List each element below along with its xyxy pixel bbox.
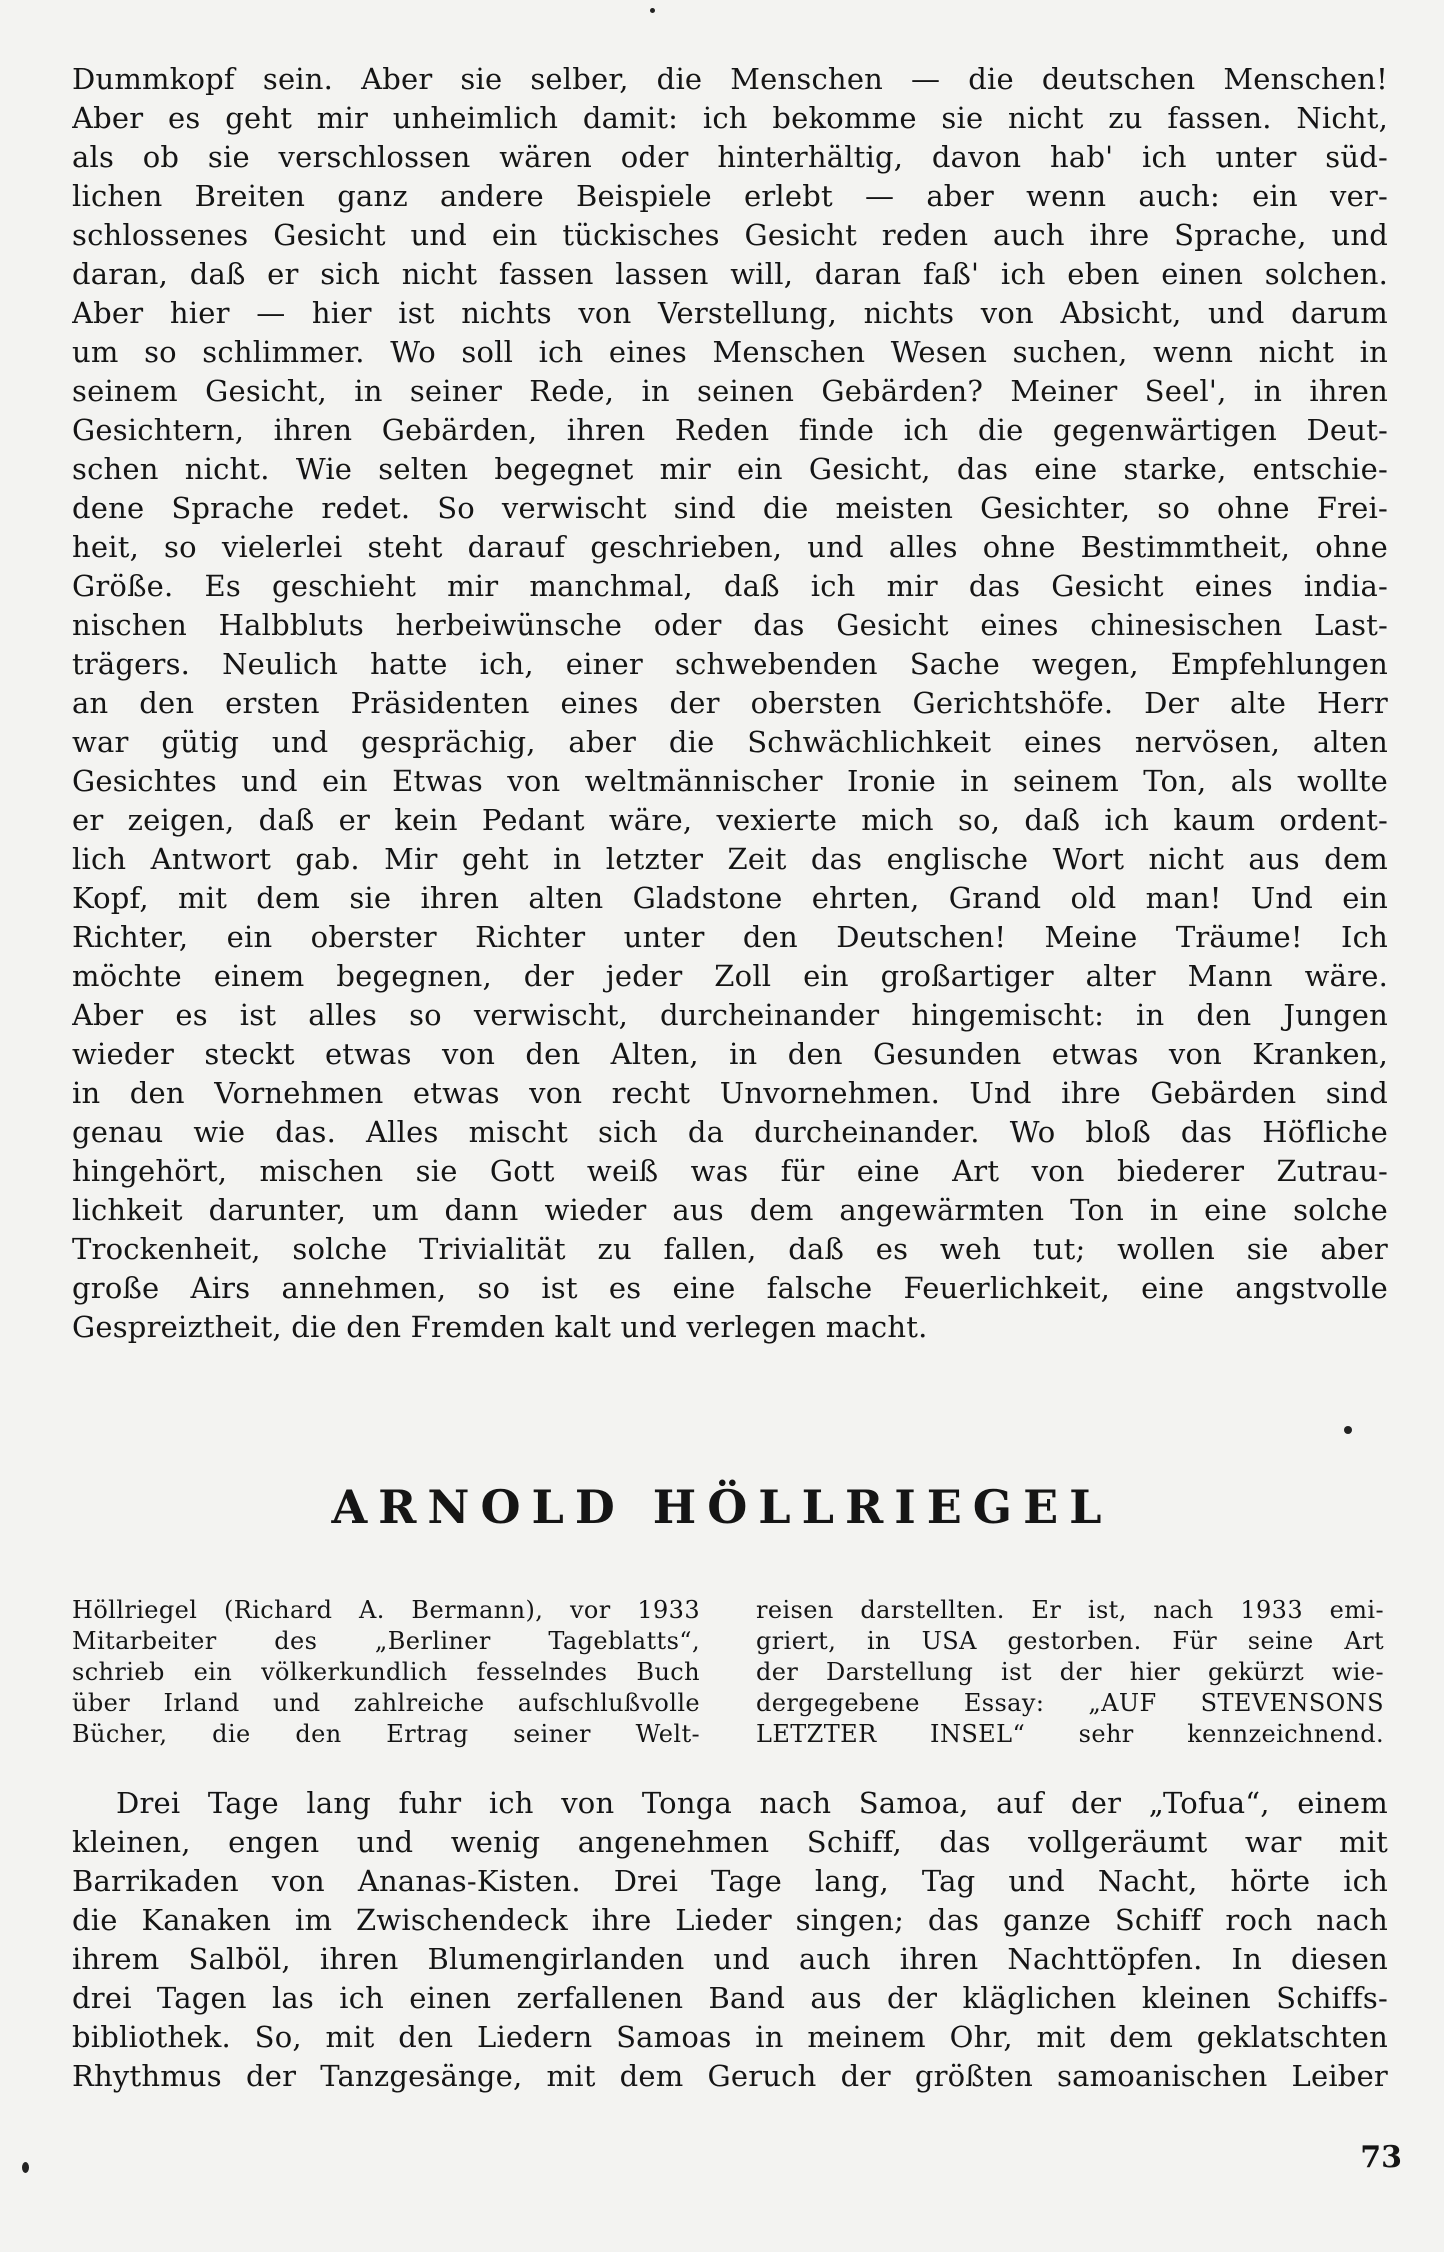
text-line: Aber es geht mir unheimlich damit: ich bekomme sie nicht zu fassen. Nicht, — [72, 101, 1388, 135]
text-line: lichkeit darunter, um dann wieder aus dem angewärmten Ton in eine solche — [72, 1193, 1388, 1227]
text-line: Barrikaden von Ananas-Kisten. Drei Tage lang, Tag und Nacht, hörte ich — [72, 1864, 1388, 1898]
text-line: möchte einem begegnen, der jeder Zoll ein großartiger alter Mann wäre. — [72, 959, 1388, 993]
text-line: schlossenes Gesicht und ein tückisches Gesicht reden auch ihre Sprache, und — [72, 218, 1388, 252]
text-line: war gütig und gesprächig, aber die Schwächlichkeit eines nervösen, alten — [72, 725, 1388, 759]
text-line: große Airs annehmen, so ist es eine falsche Feuerlichkeit, eine angstvolle — [72, 1271, 1388, 1305]
text-line: Gesichtern, ihren Gebärden, ihren Reden finde ich die gegenwärtigen Deut- — [72, 413, 1388, 447]
text-line: Größe. Es geschieht mir manchmal, daß ich mir das Gesicht eines india- — [72, 569, 1388, 603]
print-speck — [1344, 1426, 1352, 1434]
text-line: Richter, ein oberster Richter unter den Deutschen! Meine Träume! Ich — [72, 920, 1388, 954]
text-line: griert, in USA gestorben. Für seine Art — [756, 1627, 1384, 1655]
text-line: drei Tagen las ich einen zerfallenen Band aus der kläglichen kleinen Schiffs- — [72, 1981, 1388, 2015]
text-line: Aber hier — hier ist nichts von Verstellung, nichts von Absicht, und darum — [72, 296, 1388, 330]
text-line: als ob sie verschlossen wären oder hinterhältig, davon hab' ich unter süd- — [72, 140, 1388, 174]
text-line: in den Vornehmen etwas von recht Unvornehmen. Und ihre Gebärden sind — [72, 1076, 1388, 1110]
text-line: dene Sprache redet. So verwischt sind die meisten Gesichter, so ohne Frei- — [72, 491, 1388, 525]
text-line: lich Antwort gab. Mir geht in letzter Zeit das englische Wort nicht aus dem — [72, 842, 1388, 876]
text-line: Trockenheit, solche Trivialität zu fallen, daß es weh tut; wollen sie aber — [72, 1232, 1388, 1266]
print-speck — [22, 2162, 29, 2173]
text-line: trägers. Neulich hatte ich, einer schwebenden Sache wegen, Empfehlungen — [72, 647, 1388, 681]
text-line: um so schlimmer. Wo soll ich eines Menschen Wesen suchen, wenn nicht in — [72, 335, 1388, 369]
text-line: Mitarbeiter des „Berliner Tageblatts“, — [72, 1627, 700, 1655]
text-line: LETZTER INSEL“ sehr kennzeichnend. — [756, 1720, 1384, 1748]
text-line: Aber es ist alles so verwischt, durcheinander hingemischt: in den Jungen — [72, 998, 1388, 1032]
text-line: daran, daß er sich nicht fassen lassen will, daran faß' ich eben einen solchen. — [72, 257, 1388, 291]
text-line: Höllriegel (Richard A. Bermann), vor 1933 — [72, 1596, 700, 1624]
text-line: genau wie das. Alles mischt sich da durcheinander. Wo bloß das Höfliche — [72, 1115, 1388, 1149]
text-line: Gespreiztheit, die den Fremden kalt und verlegen macht. — [72, 1310, 928, 1344]
text-line: schrieb ein völkerkundlich fesselndes Buch — [72, 1658, 700, 1686]
text-line: Dummkopf sein. Aber sie selber, die Menschen — die deutschen Menschen! — [72, 62, 1388, 96]
text-line: reisen darstellten. Er ist, nach 1933 emi- — [756, 1596, 1384, 1624]
text-line: ihrem Salböl, ihren Blumengirlanden und auch ihren Nachttöpfen. In diesen — [72, 1942, 1388, 1976]
text-line: er zeigen, daß er kein Pedant wäre, vexierte mich so, daß ich kaum ordent- — [72, 803, 1388, 837]
text-line: Kopf, mit dem sie ihren alten Gladstone ehrten, Grand old man! Und ein — [72, 881, 1388, 915]
text-line: schen nicht. Wie selten begegnet mir ein Gesicht, das eine starke, entschie- — [72, 452, 1388, 486]
text-line: lichen Breiten ganz andere Beispiele erlebt — aber wenn auch: ein ver- — [72, 179, 1388, 213]
text-line: Drei Tage lang fuhr ich von Tonga nach Samoa, auf der „Tofua“, einem — [116, 1786, 1388, 1820]
text-line: seinem Gesicht, in seiner Rede, in seinen Gebärden? Meiner Seel', in ihren — [72, 374, 1388, 408]
author-bio-left-column — [72, 1595, 700, 1750]
text-line: Gesichtes und ein Etwas von weltmännischer Ironie in seinem Ton, als wollte — [72, 764, 1388, 798]
text-line: heit, so vielerlei steht darauf geschrieben, und alles ohne Bestimmtheit, ohne — [72, 530, 1388, 564]
page-number: 73 — [1360, 2140, 1402, 2175]
author-bio-right-column — [756, 1595, 1384, 1750]
author-heading: ARNOLD HÖLLRIEGEL — [331, 1480, 1113, 1534]
paragraph-essay-opening — [72, 1784, 1388, 2096]
text-line: die Kanaken im Zwischendeck ihre Lieder singen; das ganze Schiff roch nach — [72, 1903, 1388, 1937]
text-line: wieder steckt etwas von den Alten, in den Gesunden etwas von Kranken, — [72, 1037, 1388, 1071]
text-line: über Irland und zahlreiche aufschlußvolle — [72, 1689, 700, 1717]
text-line: hingehört, mischen sie Gott weiß was für eine Art von biederer Zutrau- — [72, 1154, 1388, 1188]
text-line: Bücher, die den Ertrag seiner Welt- — [72, 1720, 700, 1748]
text-line: an den ersten Präsidenten eines der obersten Gerichtshöfe. Der alte Herr — [72, 686, 1388, 720]
paragraph-essay-continuation — [72, 60, 1388, 1347]
text-line: Rhythmus der Tanzgesänge, mit dem Geruch der größten samoanischen Leiber — [72, 2059, 1388, 2093]
print-speck — [650, 8, 655, 13]
text-line: dergegebene Essay: „AUF STEVENSONS — [756, 1689, 1384, 1717]
text-line: bibliothek. So, mit den Liedern Samoas in meinem Ohr, mit dem geklatschten — [72, 2020, 1388, 2054]
text-line: nischen Halbbluts herbeiwünsche oder das Gesicht eines chinesischen Last- — [72, 608, 1388, 642]
text-line: kleinen, engen und wenig angenehmen Schiff, das vollgeräumt war mit — [72, 1825, 1388, 1859]
text-line: der Darstellung ist der hier gekürzt wie- — [756, 1658, 1384, 1686]
